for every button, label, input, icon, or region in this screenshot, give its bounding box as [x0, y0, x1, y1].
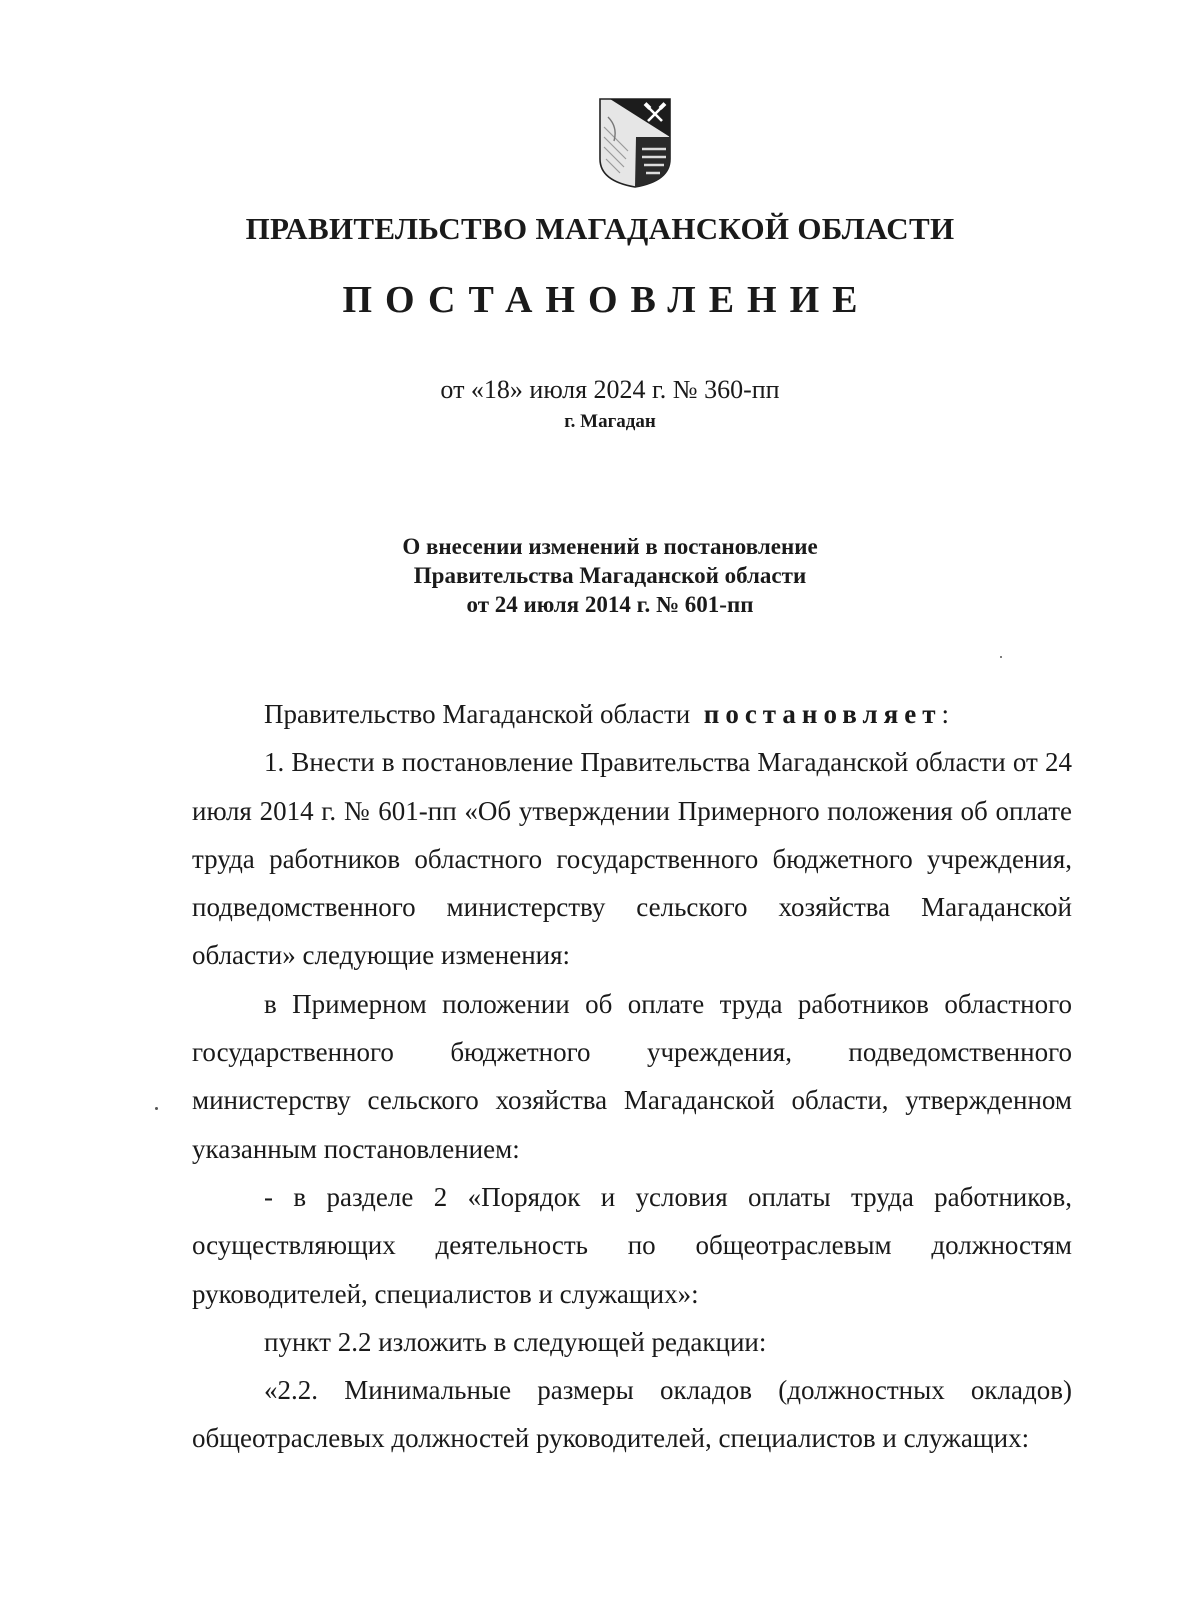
paragraph-2: в Примерном положении об оплате труда работников областного государственного бюджетного учреждения, подведомственного министерству сельского хозяйства Магаданской области, утвержденном указанным постановлением: — [192, 988, 1072, 1164]
document-city: г. Магадан — [564, 411, 656, 432]
subject-line-3: от 24 июля 2014 г. № 601-пп — [466, 592, 754, 617]
subject-line-1: О внесении изменений в постановление — [402, 534, 818, 559]
paragraph-4: пункт 2.2 изложить в следующей редакции: — [264, 1326, 767, 1357]
document-date-number: от «18» июля 2024 г. № 360-пп — [440, 375, 780, 404]
scan-speck — [155, 1107, 158, 1110]
scan-speck — [1000, 656, 1002, 658]
subject-line-2: Правительства Магаданской области — [413, 563, 807, 588]
paragraph-5: «2.2. Минимальные размеры окладов (должностных окладов) общеотраслевых должностей руководителей, специалистов и служащих: — [192, 1375, 1072, 1454]
intro-suffix: : — [941, 699, 950, 729]
paragraph-3: - в разделе 2 «Порядок и условия оплаты труда работников, осуществляющих деятельность по общеотраслевым должностям руководителей, специалистов и служащих»: — [192, 1181, 1072, 1309]
document-body — [192, 690, 1072, 1463]
government-title: ПРАВИТЕЛЬСТВО МАГАДАНСКОЙ ОБЛАСТИ — [245, 211, 955, 246]
document-type-title: ПОСТАНОВЛЕНИЕ — [342, 279, 871, 321]
intro-prefix: Правительство Магаданской области — [264, 699, 691, 729]
intro-paragraph — [192, 690, 1072, 738]
magadan-coat-of-arms-icon — [598, 97, 672, 189]
document-subject — [0, 532, 1200, 619]
paragraph-1: 1. Внести в постановление Правительства Магаданской области от 24 июля 2014 г. № 601-пп «Об утверждении Примерного положения об оплате труда работников областного государственного бюджетного учреждения, подведомственного министерству сельского хозяйства Магаданской области» следующие изменения: — [192, 747, 1072, 971]
intro-keyword: постановляет — [703, 699, 942, 729]
